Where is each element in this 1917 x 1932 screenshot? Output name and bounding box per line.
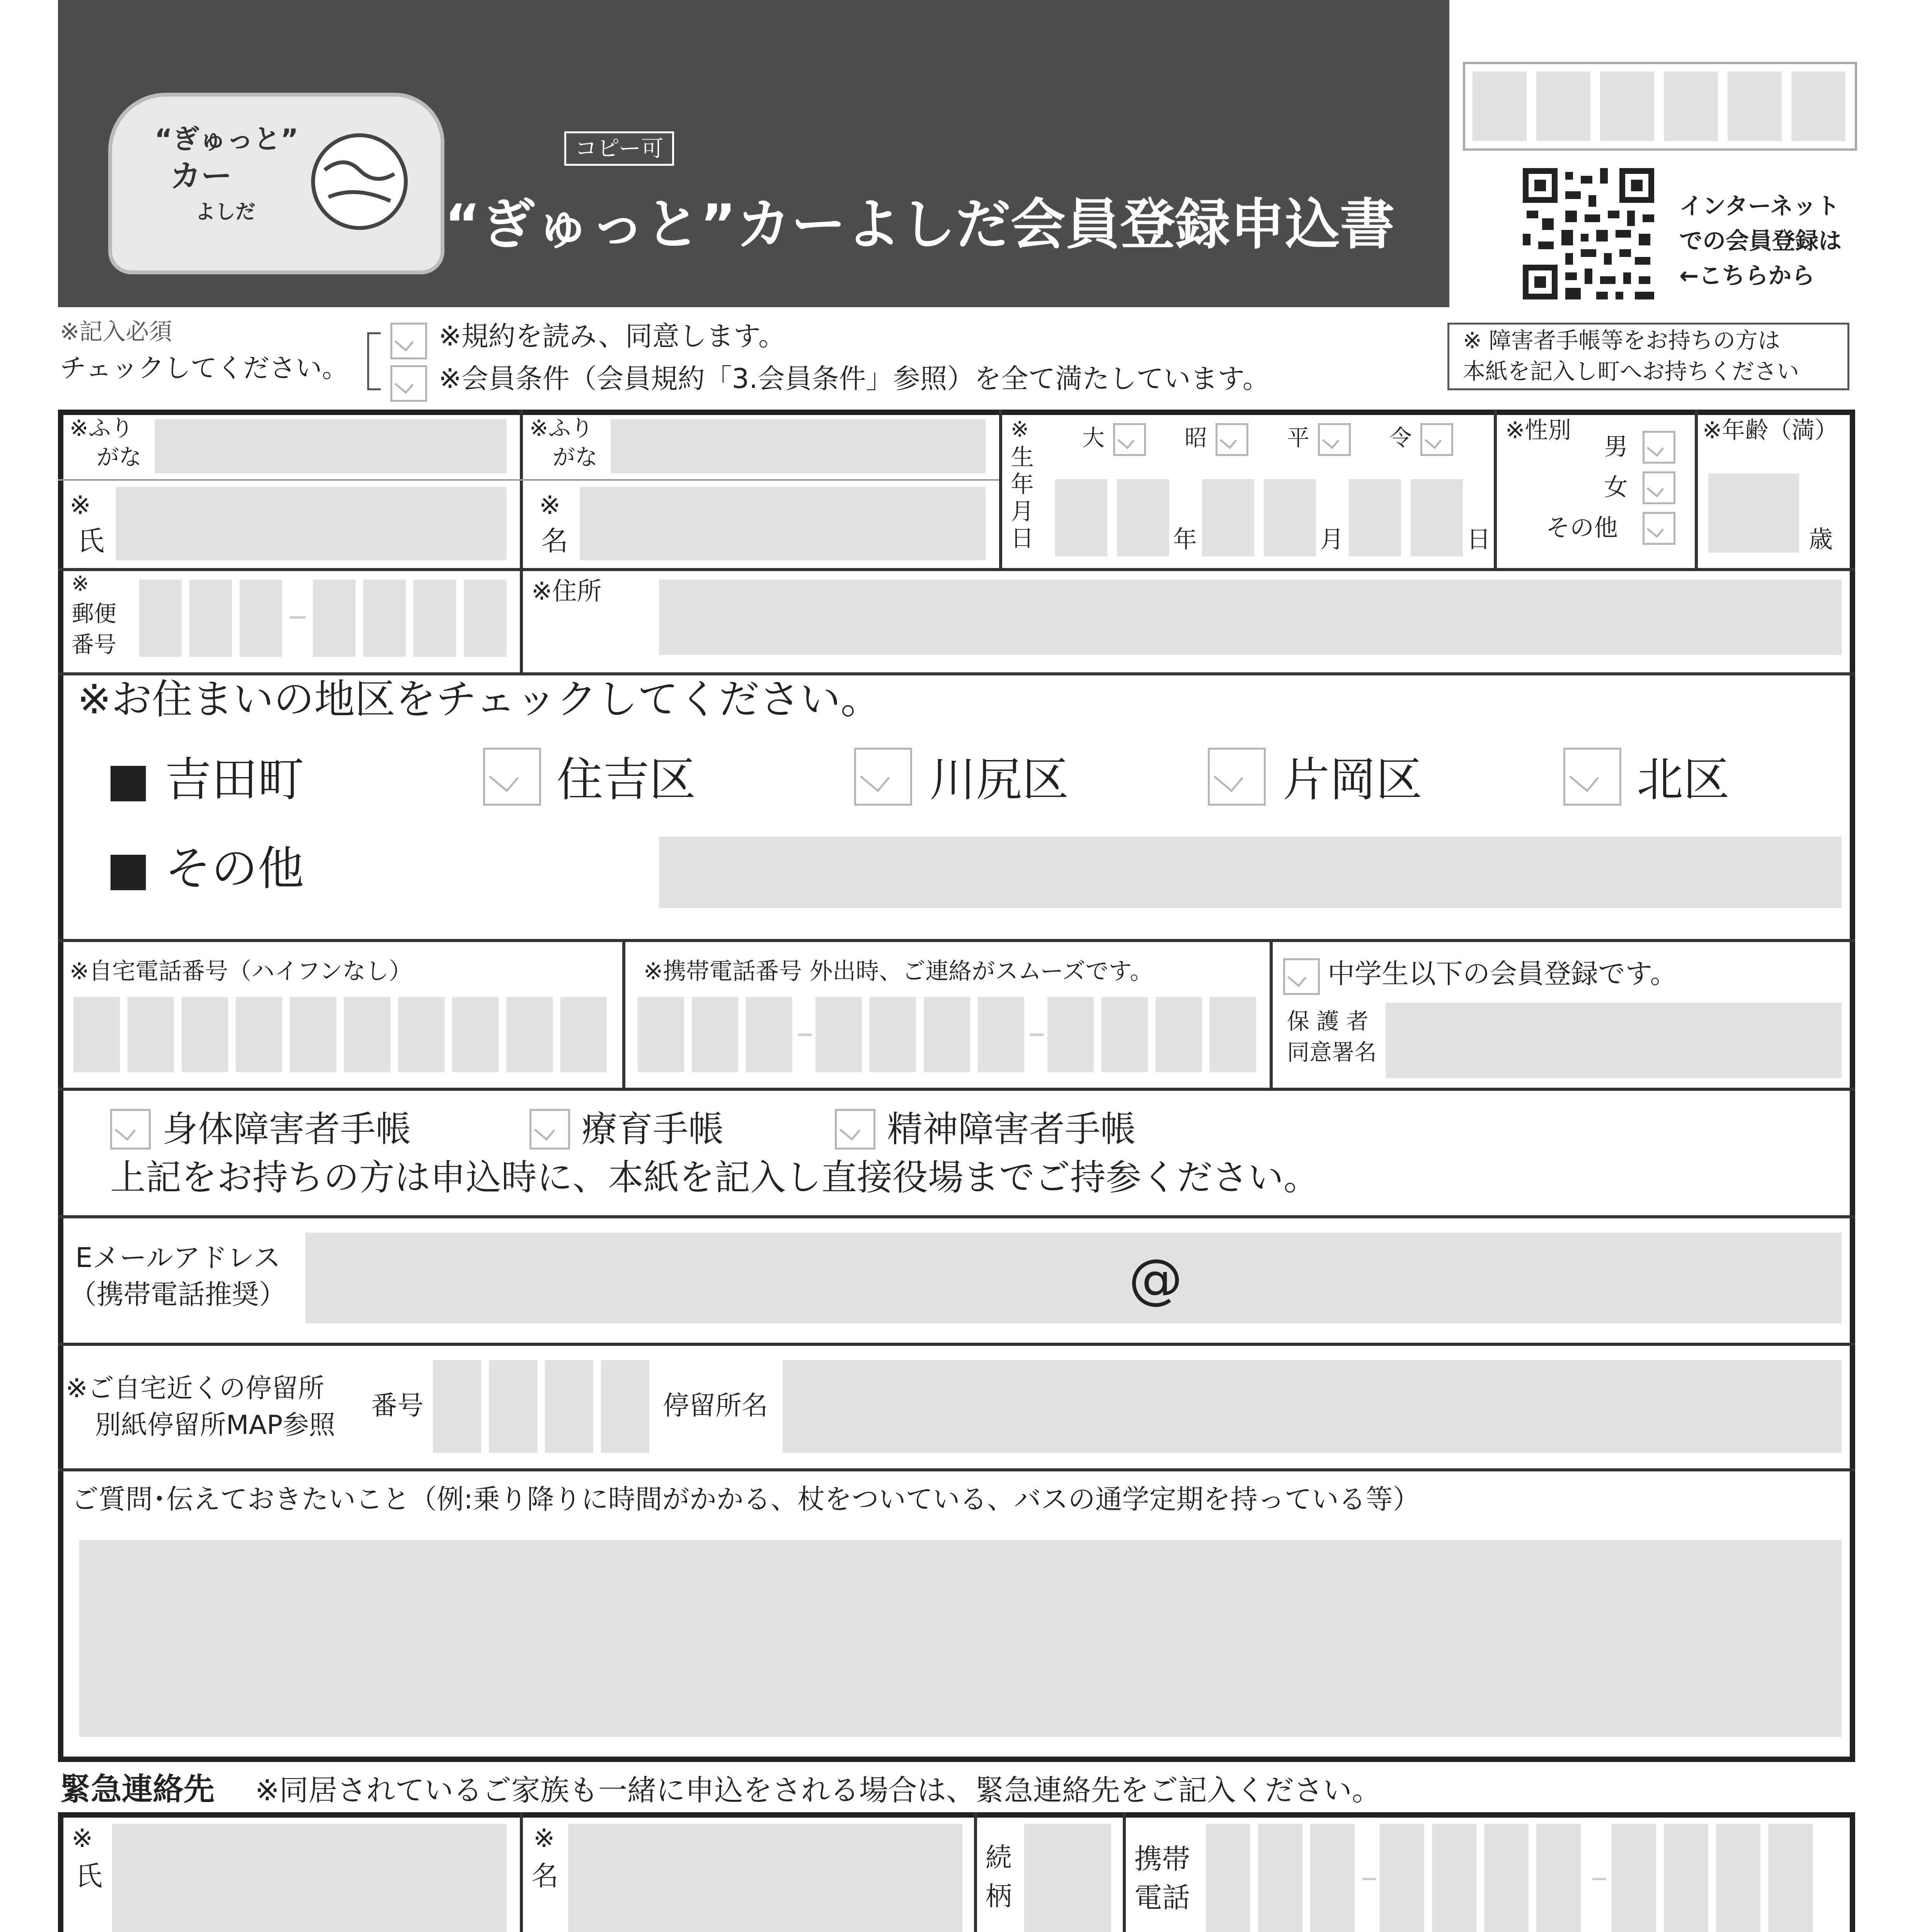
address-label: ※住所: [531, 577, 602, 606]
era-heisei-checkbox[interactable]: [1318, 423, 1351, 456]
minor-checkbox[interactable]: [1283, 958, 1320, 995]
divider: [58, 1468, 1855, 1471]
agree-terms-checkbox[interactable]: [390, 323, 427, 359]
questions-label: ご質問･伝えておきたいこと（例:乗り降りに時間がかかる、杖をついている、バスの通学定期を持っている等）: [72, 1483, 1420, 1515]
emergency-mei-mark: ※: [533, 1823, 555, 1853]
mobile-hyphen: [1030, 1034, 1044, 1036]
district-other-label: ■ その他: [106, 842, 304, 896]
physical-handbook-checkbox[interactable]: [110, 1109, 151, 1150]
age-label: ※年齢（満）: [1702, 417, 1838, 444]
age-unit: 歳: [1809, 525, 1833, 553]
district-sumiyoshi-label: 住吉区: [557, 753, 696, 807]
home-phone-digit[interactable]: [236, 997, 282, 1072]
stop-number-box[interactable]: [601, 1360, 649, 1453]
birth-label-1: ※: [1011, 417, 1029, 442]
internet-note-3: ←こちらから: [1679, 262, 1815, 289]
mental-handbook-label: 精神障害者手帳: [887, 1109, 1136, 1150]
month-label: 月: [1320, 525, 1344, 553]
divider: [58, 568, 1855, 571]
mobile-phone-digit[interactable]: [692, 997, 738, 1072]
questions-textarea[interactable]: [79, 1540, 1842, 1737]
district-town-label: ■ 吉田町: [106, 753, 304, 807]
gender-female-checkbox[interactable]: [1643, 471, 1675, 504]
mobile-phone-digit[interactable]: [746, 997, 792, 1072]
logo-line1: “ぎゅっと”: [155, 123, 299, 155]
logo-line3: よしだ: [195, 201, 256, 224]
home-phone-digit[interactable]: [344, 997, 390, 1072]
birth-month-box[interactable]: [1202, 479, 1254, 556]
copy-badge: コピー可: [564, 131, 674, 166]
era-showa-checkbox[interactable]: [1216, 423, 1248, 456]
mobile-phone-digit[interactable]: [978, 997, 1024, 1072]
district-kita-label: 北区: [1637, 753, 1730, 807]
physical-handbook-label: 身体障害者手帳: [162, 1109, 412, 1150]
internet-note-1: インターネット: [1679, 193, 1840, 220]
emergency-mobile-digit[interactable]: [1310, 1824, 1355, 1932]
required-note: ※記入必須: [60, 318, 172, 345]
sei-label: 氏: [77, 525, 104, 557]
emergency-mobile-digit[interactable]: [1258, 1824, 1302, 1932]
divider: [58, 1088, 1855, 1091]
member-number-box[interactable]: [1728, 71, 1782, 141]
stop-number-box[interactable]: [433, 1360, 481, 1453]
divider: [520, 410, 523, 672]
emergency-sei-input[interactable]: [112, 1824, 506, 1932]
relation-label-1: 続: [986, 1843, 1012, 1873]
home-phone-digit[interactable]: [398, 997, 444, 1072]
mobile-phone-digit[interactable]: [870, 997, 916, 1072]
email-label-2: （携帯電話推奨）: [70, 1279, 286, 1310]
birth-month-box[interactable]: [1264, 479, 1316, 556]
side-note-2: 本紙を記入し町へお持ちください: [1463, 358, 1800, 384]
emergency-mobile-hyphen: [1362, 1878, 1376, 1880]
district-kataoka-label: 片岡区: [1283, 753, 1422, 807]
stop-label-2: 別紙停留所MAP参照: [95, 1410, 335, 1440]
minor-label: 中学生以下の会員登録です。: [1328, 958, 1677, 990]
handbooks-note: 上記をお持ちの方は申込時に、本紙を記入し直接役場までご持参ください。: [110, 1157, 1319, 1198]
qr-code-icon[interactable]: [1519, 164, 1658, 303]
email-input[interactable]: [305, 1233, 1842, 1323]
guardian-label-1: 保 護 者: [1287, 1008, 1369, 1034]
emergency-mobile-label-2: 電話: [1134, 1881, 1190, 1914]
era-showa-label: 昭: [1185, 425, 1207, 451]
postal-label-1: ※: [72, 571, 89, 596]
relation-label-2: 柄: [986, 1881, 1012, 1912]
divider: [58, 672, 1855, 675]
mobile-phone-digit[interactable]: [1156, 997, 1202, 1072]
guardian-signature-input[interactable]: [1386, 1003, 1842, 1078]
mei-input[interactable]: [580, 487, 986, 560]
era-heisei-label: 平: [1287, 425, 1310, 451]
age-input[interactable]: [1708, 473, 1799, 553]
birth-label-4: 月: [1011, 498, 1034, 525]
postal-digit-box[interactable]: [313, 580, 356, 657]
birth-label-3: 年: [1011, 471, 1034, 498]
year-label: 年: [1173, 525, 1197, 553]
divider: [58, 1215, 1855, 1218]
stop-name-label: 停留所名: [663, 1391, 768, 1421]
emergency-mobile-digit[interactable]: [1768, 1824, 1813, 1932]
era-taisho-checkbox[interactable]: [1113, 423, 1146, 456]
birth-label-2: 生: [1011, 444, 1034, 471]
district-sumiyoshi-checkbox[interactable]: [483, 748, 541, 806]
side-note-1: ※ 障害者手帳等をお持ちの方は: [1463, 327, 1781, 354]
birth-label-5: 日: [1011, 525, 1034, 552]
divider: [999, 410, 1002, 568]
stop-number-label: 番号: [371, 1391, 424, 1421]
mobile-phone-digit[interactable]: [638, 997, 684, 1072]
member-number-box[interactable]: [1536, 71, 1590, 141]
district-kataoka-checkbox[interactable]: [1208, 748, 1266, 806]
bracket: [367, 332, 381, 390]
furigana-mei-input[interactable]: [611, 419, 986, 473]
divider: [1494, 410, 1497, 568]
sei-input[interactable]: [116, 487, 506, 560]
member-number-box[interactable]: [1473, 71, 1527, 141]
emergency-mei-label: 名: [531, 1860, 558, 1892]
email-at-sign: @: [1129, 1248, 1183, 1311]
day-label: 日: [1467, 525, 1491, 553]
mobile-phone-digit[interactable]: [815, 997, 862, 1072]
internet-note-2: での会員登録は: [1679, 228, 1842, 255]
emergency-mobile-digit[interactable]: [1380, 1824, 1424, 1932]
mobile-phone-digit[interactable]: [1047, 997, 1094, 1072]
district-prompt: ※お住まいの地区をチェックしてください。: [77, 676, 881, 723]
home-phone-digit[interactable]: [452, 997, 499, 1072]
email-label-1: Eメールアドレス: [75, 1242, 281, 1274]
furigana-label-mei: ※ふり: [529, 415, 593, 441]
emergency-mobile-hyphen: [1592, 1878, 1606, 1880]
stop-name-input[interactable]: [783, 1360, 1842, 1453]
agree-conditions-label: ※会員条件（会員規約「3.会員条件」参照）を全て満たしています。: [439, 363, 1270, 395]
home-phone-digit[interactable]: [290, 997, 336, 1072]
birth-year-box[interactable]: [1055, 479, 1107, 556]
member-number-box[interactable]: [1600, 71, 1654, 141]
mobile-phone-digit[interactable]: [1210, 997, 1256, 1072]
divider: [58, 1343, 1855, 1346]
emergency-mobile-digit[interactable]: [1664, 1824, 1708, 1932]
district-other-input[interactable]: [659, 837, 1842, 908]
required-note-2: チェックしてください。: [60, 353, 348, 384]
emergency-sei-label: 氏: [75, 1860, 102, 1892]
postal-digit-box[interactable]: [464, 580, 506, 657]
divider: [1270, 939, 1273, 1088]
guardian-label-2: 同意署名: [1287, 1039, 1377, 1065]
mei-mark: ※: [539, 490, 561, 520]
furigana-divider: [58, 479, 999, 481]
emergency-mobile-label-1: 携帯: [1134, 1843, 1190, 1875]
emergency-title: 緊急連絡先: [60, 1771, 215, 1807]
era-reiwa-checkbox[interactable]: [1420, 423, 1453, 456]
mei-label: 名: [541, 525, 568, 557]
emergency-mobile-digit[interactable]: [1484, 1824, 1529, 1932]
home-phone-digit[interactable]: [182, 997, 228, 1072]
logo: [108, 66, 444, 274]
relation-input[interactable]: [1024, 1824, 1111, 1932]
gender-label: ※性別: [1505, 417, 1571, 444]
district-kita-checkbox[interactable]: [1563, 748, 1621, 806]
mobile-phone-digit[interactable]: [924, 997, 970, 1072]
postal-label-3: 番号: [72, 631, 117, 658]
gender-other-label: その他: [1546, 514, 1618, 542]
address-input[interactable]: [659, 580, 1842, 655]
stop-number-box[interactable]: [489, 1360, 537, 1453]
furigana-label-mei-2: がな: [553, 444, 598, 470]
mobile-phone-label: ※携帯電話番号 外出時、ご連絡がスムーズです。: [644, 958, 1153, 985]
emergency-mobile-digit[interactable]: [1536, 1824, 1581, 1932]
rehab-handbook-label: 療育手帳: [582, 1109, 724, 1150]
divider: [1123, 1812, 1126, 1932]
divider: [1695, 410, 1698, 568]
home-phone-digit[interactable]: [560, 997, 607, 1072]
emergency-sei-mark: ※: [72, 1823, 93, 1853]
home-phone-digit[interactable]: [128, 997, 174, 1072]
postal-digit-box[interactable]: [189, 580, 232, 657]
postal-digit-box[interactable]: [414, 580, 456, 657]
member-number-box[interactable]: [1791, 71, 1845, 141]
stop-label-1: ※ご自宅近くの停留所: [66, 1373, 324, 1404]
birth-year-box[interactable]: [1117, 479, 1169, 556]
gender-other-checkbox[interactable]: [1643, 512, 1675, 545]
globe-icon: [301, 124, 417, 240]
gender-male-label: 男: [1604, 432, 1628, 461]
postal-digit-box[interactable]: [139, 580, 182, 657]
gender-female-label: 女: [1604, 473, 1628, 501]
rehab-handbook-checkbox[interactable]: [529, 1109, 570, 1150]
emergency-note: ※同居されているご家族も一緒に申込をされる場合は、緊急連絡先をご記入ください。: [255, 1773, 1381, 1807]
district-kawashiri-label: 川尻区: [930, 753, 1069, 807]
stop-number-box[interactable]: [545, 1360, 593, 1453]
district-kawashiri-checkbox[interactable]: [854, 748, 912, 806]
divider: [974, 1812, 977, 1932]
page-title: “ぎゅっと”カーよしだ会員登録申込書: [444, 193, 1395, 257]
mobile-hyphen: [798, 1034, 812, 1036]
emergency-mobile-digit[interactable]: [1612, 1824, 1656, 1932]
member-number-box[interactable]: [1664, 71, 1718, 141]
agree-conditions-checkbox[interactable]: [390, 365, 427, 402]
furigana-label-sei-2: がな: [97, 444, 142, 470]
emergency-mobile-digit[interactable]: [1432, 1824, 1476, 1932]
emergency-mobile-digit[interactable]: [1206, 1824, 1250, 1932]
postal-label-2: 郵便: [72, 600, 117, 627]
emergency-mobile-digit[interactable]: [1716, 1824, 1760, 1932]
home-phone-digit[interactable]: [73, 997, 120, 1072]
divider: [520, 1812, 523, 1932]
sei-mark: ※: [70, 490, 91, 520]
era-reiwa-label: 令: [1389, 425, 1412, 451]
postal-digit-box[interactable]: [363, 580, 406, 657]
home-phone-digit[interactable]: [506, 997, 553, 1072]
agree-terms-label: ※規約を読み、同意します。: [439, 320, 786, 352]
furigana-label-sei: ※ふり: [70, 415, 133, 441]
divider: [622, 939, 625, 1088]
birth-day-box[interactable]: [1349, 479, 1401, 556]
logo-line2: カー: [170, 158, 232, 194]
divider: [58, 939, 1855, 942]
furigana-sei-input[interactable]: [155, 419, 506, 473]
postal-digit-box[interactable]: [240, 580, 282, 657]
gender-male-checkbox[interactable]: [1643, 431, 1675, 464]
birth-day-box[interactable]: [1411, 479, 1463, 556]
home-phone-label: ※自宅電話番号（ハイフンなし）: [70, 958, 412, 985]
mobile-phone-digit[interactable]: [1102, 997, 1148, 1072]
postal-hyphen: [290, 616, 305, 619]
era-taisho-label: 大: [1082, 425, 1105, 451]
emergency-mei-input[interactable]: [568, 1824, 962, 1932]
mental-handbook-checkbox[interactable]: [835, 1109, 875, 1150]
